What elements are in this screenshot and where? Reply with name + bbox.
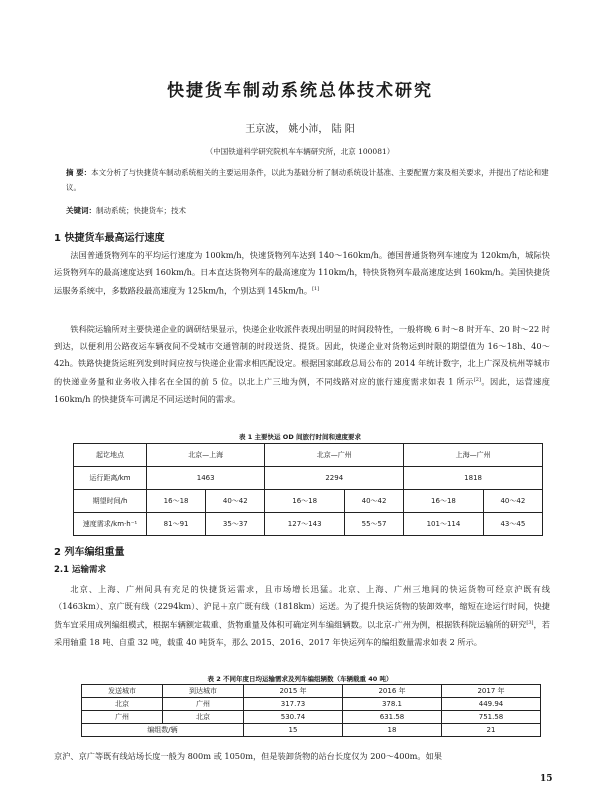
table-cell: 运行距离/km bbox=[74, 467, 147, 490]
table-cell: 317.73 bbox=[244, 698, 343, 711]
table-cell: 1818 bbox=[404, 467, 543, 490]
table-cell: 广州 bbox=[163, 698, 244, 711]
table-cell: 1463 bbox=[147, 467, 265, 490]
table-cell: 2017 年 bbox=[442, 685, 541, 698]
bottom-line: 京沪、京广等既有线站场长度一般为 800m 或 1050m，但是装卸货物的站台长度仅为 200～400m。如果 bbox=[54, 751, 442, 761]
abstract bbox=[66, 165, 550, 195]
section-2-1-paragraph bbox=[54, 581, 550, 651]
table-cell: 40～42 bbox=[206, 490, 265, 513]
table-cell: 北京—广州 bbox=[265, 444, 404, 467]
table-cell: 发送城市 bbox=[82, 685, 163, 698]
table-cell: 期望时间/h bbox=[74, 490, 147, 513]
keywords bbox=[66, 205, 550, 216]
table-cell: 101～114 bbox=[404, 513, 484, 536]
section-1-paragraph-2 bbox=[54, 321, 550, 408]
table-cell: 北京 bbox=[163, 711, 244, 724]
table-cell: 速度需求/km·h⁻¹ bbox=[74, 513, 147, 536]
table-cell: 18 bbox=[343, 724, 442, 737]
table-cell: 530.74 bbox=[244, 711, 343, 724]
s1p2-text: 铁科院运输所对主要快递企业的调研结果显示，快递企业收派件表现出明显的时间段特性，一般将晚 6 时～8 时开车、20 时～22 时到达，以便利用公路夜运车辆夜间不受城市交通管制的时段送货、提货。因此，快递企业对货物运到时限的期望值为 16～18h、40～42h。铁路快捷货运班列发到时间应按与快递企业需求相匹配设定。根据国家邮政总局公布的 2014 年统计数字，北上广深及杭州等城市的快递业务量和业务收入排名在全国的前 5 位。以北上广三地为例，不同线路对应的旅行速度需求如表 1 所示 bbox=[54, 324, 550, 387]
table-cell: 2294 bbox=[265, 467, 404, 490]
table-cell: 到达城市 bbox=[163, 685, 244, 698]
table-cell: 上海—广州 bbox=[404, 444, 543, 467]
table-cell: 449.94 bbox=[442, 698, 541, 711]
abstract-text: 本文分析了与快捷货车制动系统相关的主要运用条件，以此为基础分析了制动系统设计基准、主要配置方案及相关要求，并提出了结论和建议。 bbox=[66, 168, 549, 192]
s1p2-end: 。因此，运营速度 160km/h 的快捷货车可满足不同运送时间的需求。 bbox=[54, 376, 550, 404]
paper-title: 快捷货车制动系统总体技术研究 bbox=[167, 81, 433, 101]
table-cell: 43～45 bbox=[483, 513, 542, 536]
table-cell: 16～18 bbox=[404, 490, 484, 513]
keywords-label: 关键词： bbox=[66, 206, 96, 215]
s1p2-ref: [2] bbox=[473, 377, 481, 383]
section-2-1-heading: 2.1 运输需求 bbox=[54, 565, 107, 575]
table-cell: 21 bbox=[442, 724, 541, 737]
s21-text: 北京、上海、广州间具有充足的快捷货运需求，且市场增长迅猛。北京、上海、广州三地间的快运货物可经京沪既有线（1463km）、京广既有线（2294km）、沪昆＋京广既有线（1818km）运送。为了提升快运货物的装卸效率，缩短在途运行时间，快捷货车宜采用成列编组模式，根据车辆额定载重、货物重量及体积可确定列车编组辆数。以北京-广州为例，根据铁科院运输所的研究 bbox=[54, 584, 550, 630]
table-1-caption: 表 1 主要快运 OD 间旅行时间和速度要求 bbox=[239, 433, 361, 441]
table-cell: 北京—上海 bbox=[147, 444, 265, 467]
table-cell: 2015 年 bbox=[244, 685, 343, 698]
table-cell: 16～18 bbox=[265, 490, 345, 513]
table-cell: 2016 年 bbox=[343, 685, 442, 698]
keywords-text: 制动系统；快捷货车；技术 bbox=[96, 206, 186, 215]
affiliation: （中国铁道科学研究院机车车辆研究所，北京 100081） bbox=[205, 147, 395, 156]
s21-ref: [3] bbox=[526, 620, 534, 626]
table-2 bbox=[81, 684, 541, 737]
table-cell: 16～18 bbox=[147, 490, 206, 513]
section-1-heading: 1 快捷货车最高运行速度 bbox=[54, 233, 165, 244]
page-number: 15 bbox=[540, 774, 553, 784]
section-2-heading: 2 列车编组重量 bbox=[54, 547, 125, 558]
table-1 bbox=[73, 443, 543, 536]
s1p1-ref: [1] bbox=[312, 286, 320, 292]
s21-end: ，若采用轴重 18 吨、自重 32 吨，载重 40 吨货车，那么 2015、2016、2017 年快运列车的编组数量需求如表 2 所示。 bbox=[54, 619, 550, 647]
table-cell: 编组数/辆 bbox=[82, 724, 244, 737]
table-cell: 起讫地点 bbox=[74, 444, 147, 467]
table-cell: 40～42 bbox=[344, 490, 403, 513]
section-1-paragraph-1 bbox=[54, 247, 550, 300]
table-cell: 81～91 bbox=[147, 513, 206, 536]
table-2-caption: 表 2 不同年度日均运输需求及列车编组辆数（车辆载重 40 吨） bbox=[207, 675, 393, 683]
authors: 王京波， 姚小沛， 陆 阳 bbox=[245, 124, 355, 135]
table-cell: 751.58 bbox=[442, 711, 541, 724]
table-cell: 127～143 bbox=[265, 513, 345, 536]
table-cell: 北京 bbox=[82, 698, 163, 711]
table-cell: 15 bbox=[244, 724, 343, 737]
table-cell: 378.1 bbox=[343, 698, 442, 711]
table-cell: 55～57 bbox=[344, 513, 403, 536]
table-cell: 631.58 bbox=[343, 711, 442, 724]
abstract-label: 摘 要： bbox=[66, 168, 92, 177]
table-cell: 广州 bbox=[82, 711, 163, 724]
table-cell: 40～42 bbox=[483, 490, 542, 513]
table-cell: 35～37 bbox=[206, 513, 265, 536]
s1p1-text: 法国普通货物列车的平均运行速度为 100km/h，快速货物列车达到 140～160km/h。德国普通货物列车速度为 120km/h，城际快运货物列车的最高速度达到 160km/h。日本直达货物列车的最高速度为 110km/h，特快货物列车最高速度达到 160km/h。美国快捷货运服务系统中，多数路段最高速度为 125km/h，个别达到 145km/h。 bbox=[54, 250, 550, 296]
